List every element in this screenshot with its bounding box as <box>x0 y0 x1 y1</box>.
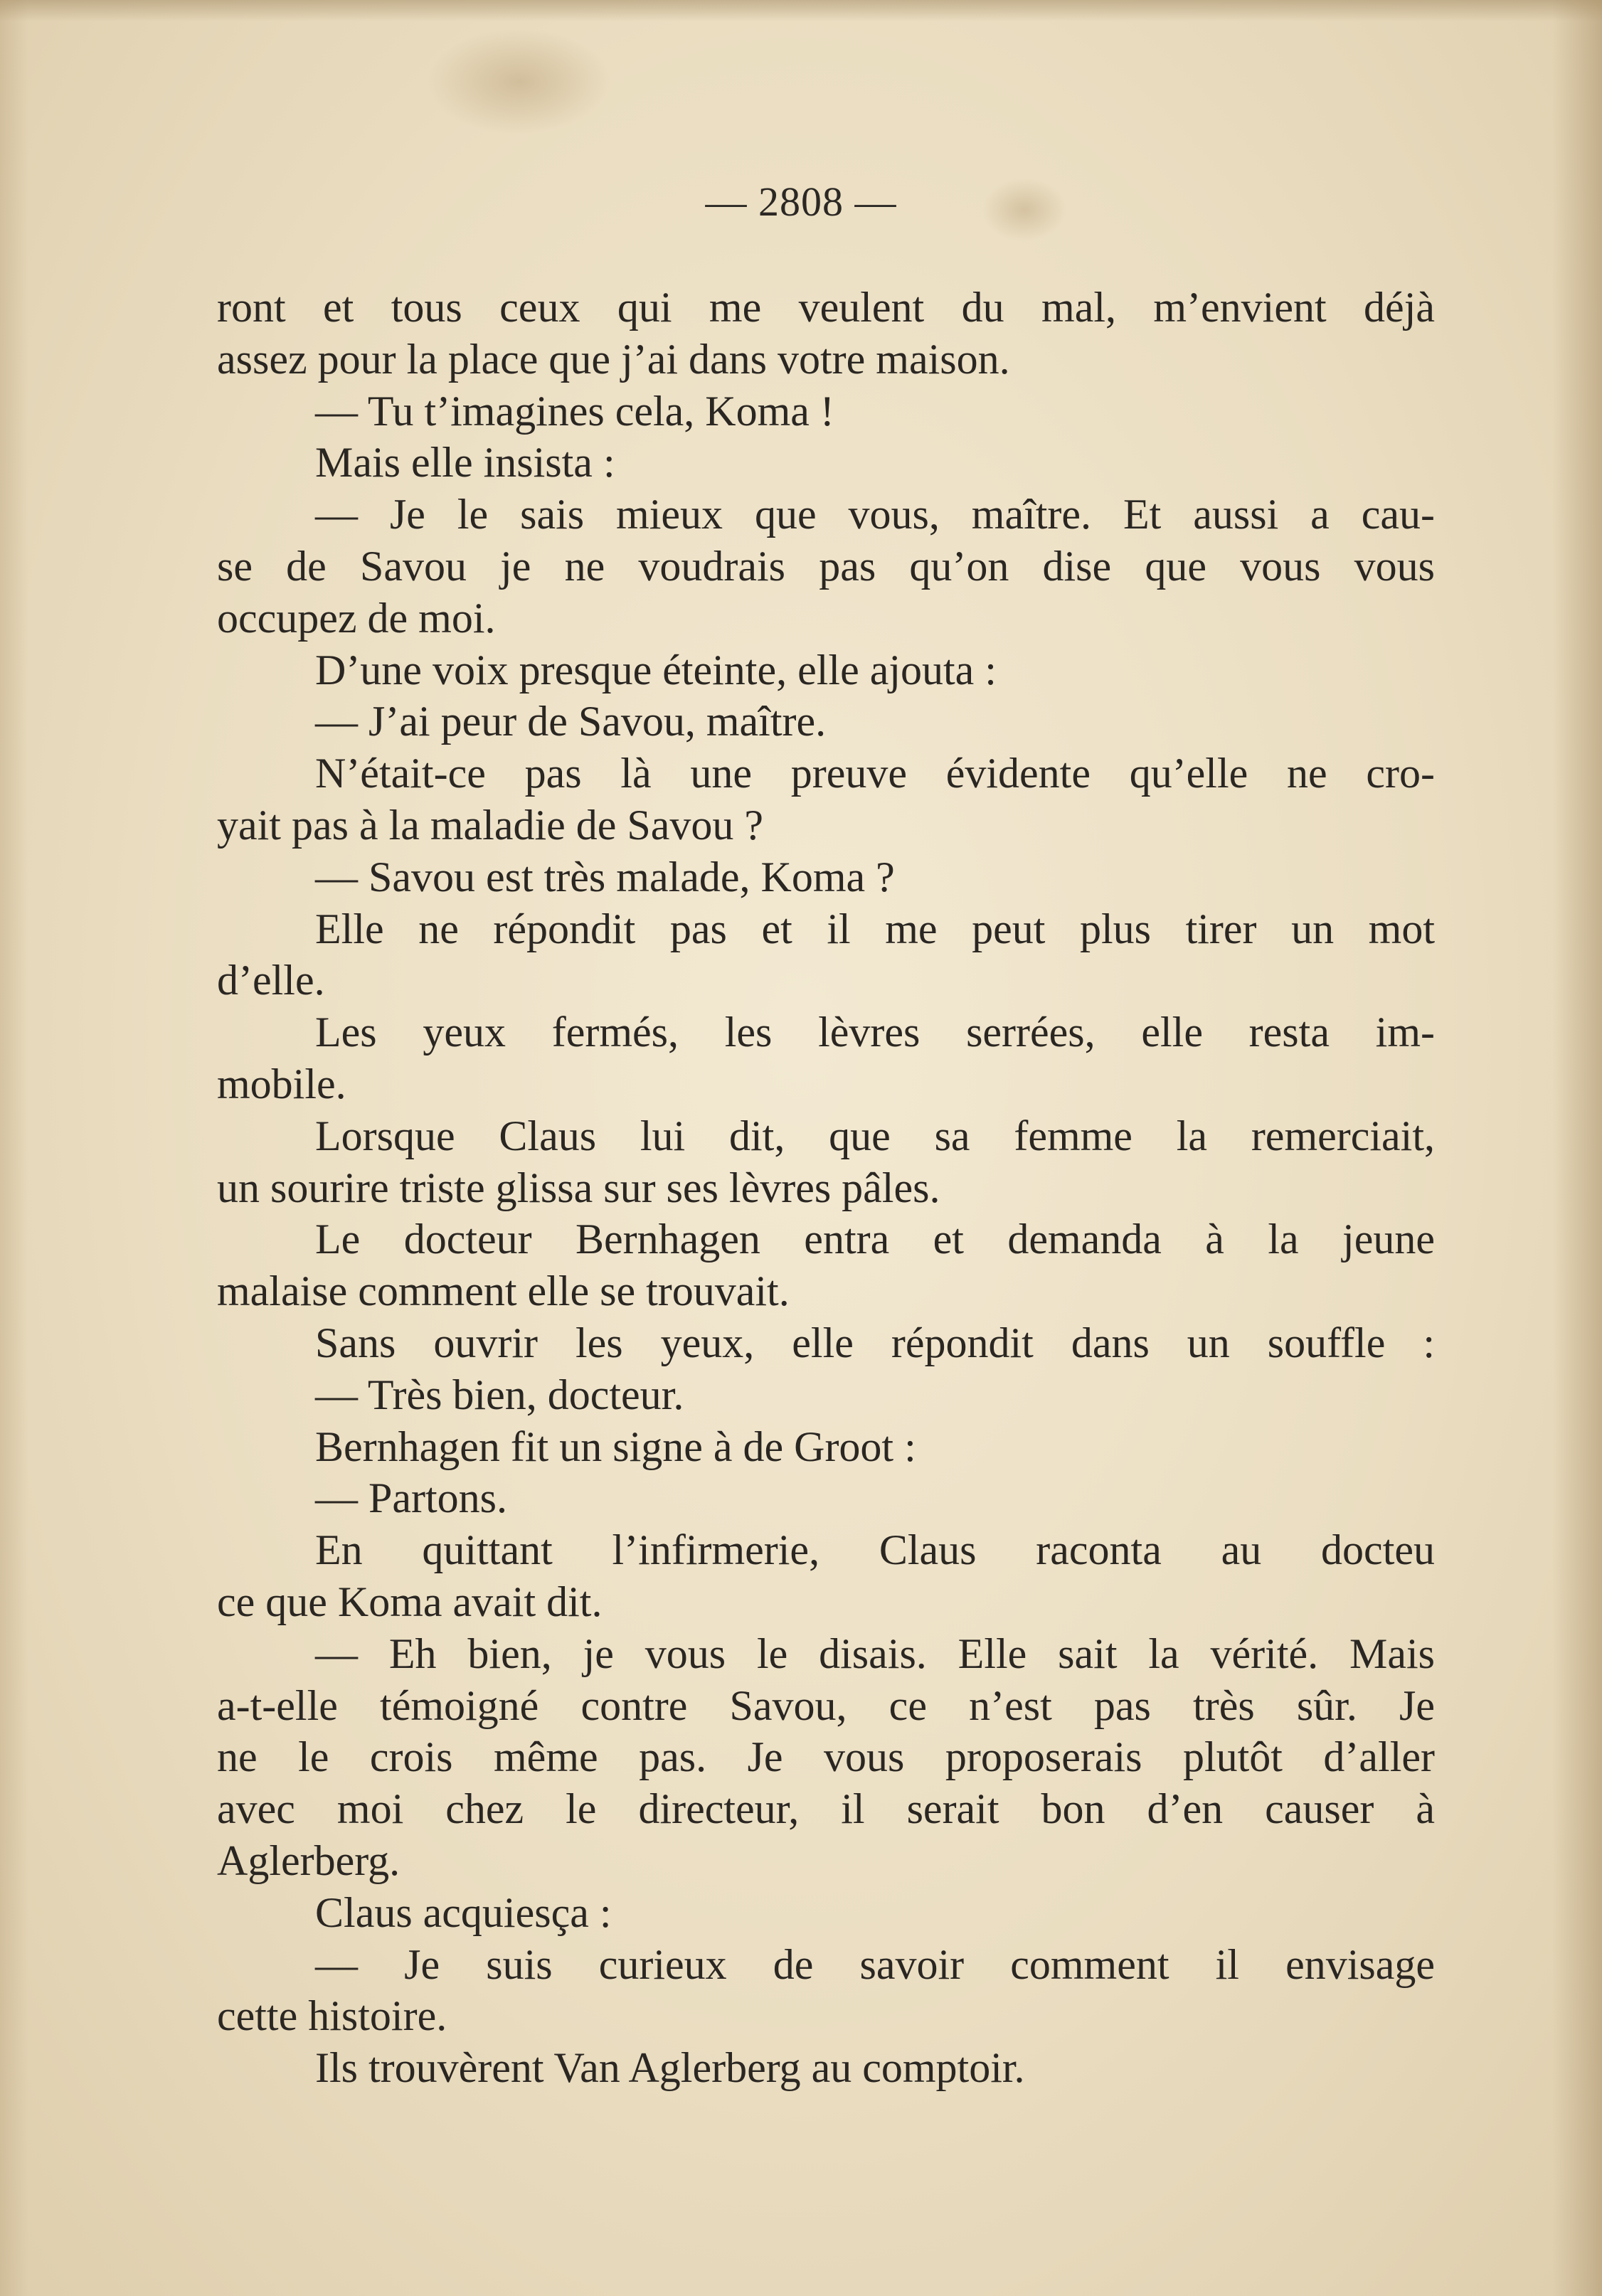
text-line: ront et tous ceux qui me veulent du mal, m’envient déjà <box>217 284 1435 331</box>
text-line: Elle ne répondit pas et il me peut plus tirer un mot <box>315 905 1435 952</box>
text-line: un sourire triste glissa sur ses lèvres pâles. <box>217 1164 940 1211</box>
text-line: Bernhagen fit un signe à de Groot : <box>315 1423 916 1470</box>
text-line: Mais elle insista : <box>315 439 615 487</box>
text-line: — Très bien, docteur. <box>315 1371 684 1418</box>
text-line: — J’ai peur de Savou, maître. <box>315 698 827 745</box>
text-line: malaise comment elle se trouvait. <box>217 1267 790 1315</box>
page-edge-right-shadow <box>1552 0 1602 2296</box>
text-line: Les yeux fermés, les lèvres serrées, elle resta im- <box>315 1009 1435 1056</box>
text-line: ne le crois même pas. Je vous proposerais plutôt d’aller <box>217 1733 1435 1781</box>
text-line: Ils trouvèrent Van Aglerberg au comptoir. <box>315 2044 1025 2092</box>
paper-stain-top <box>427 28 612 135</box>
text-line: — Je suis curieux de savoir comment il envisage <box>315 1940 1435 1988</box>
text-line: — Savou est très malade, Koma ? <box>315 853 895 900</box>
text-line: — Eh bien, je vous le disais. Elle sait la vérité. Mais <box>315 1630 1435 1677</box>
text-line: — Partons. <box>315 1474 507 1522</box>
page-edge-left-shadow <box>0 0 28 2296</box>
text-line: mobile. <box>217 1060 346 1107</box>
text-line: Le docteur Bernhagen entra et demanda à la jeune <box>315 1216 1435 1263</box>
text-line: cette histoire. <box>217 1992 447 2040</box>
body-text <box>217 282 1435 2094</box>
text-line: assez pour la place que j’ai dans votre maison. <box>217 335 1010 383</box>
text-line: d’elle. <box>217 957 325 1004</box>
text-line: Claus acquiesça : <box>315 1888 612 1936</box>
text-line: occupez de moi. <box>217 594 496 642</box>
text-line: Sans ouvrir les yeux, elle répondit dans un souffle : <box>315 1319 1435 1366</box>
text-line: yait pas à la maladie de Savou ? <box>217 801 764 849</box>
text-line: N’était-ce pas là une preuve évidente qu’elle ne cro- <box>315 750 1435 797</box>
text-line: Lorsque Claus lui dit, que sa femme la remerciait, <box>315 1112 1435 1159</box>
text-line: Aglerberg. <box>217 1837 400 1884</box>
text-line: a-t-elle témoigné contre Savou, ce n’est pas très sûr. Je <box>217 1681 1435 1729</box>
text-line: En quittant l’infirmerie, Claus raconta au docteu <box>315 1526 1435 1574</box>
page-number: — 2808 — <box>705 179 897 225</box>
page-edge-top-shadow <box>0 0 1602 21</box>
text-line: — Je le sais mieux que vous, maître. Et aussi a cau- <box>315 491 1435 538</box>
text-line: se de Savou je ne voudrais pas qu’on dise que vous vous <box>217 542 1435 590</box>
text-line: — Tu t’imagines cela, Koma ! <box>315 387 834 435</box>
text-line: avec moi chez le directeur, il serait bon d’en causer à <box>217 1785 1435 1833</box>
text-line: ce que Koma avait dit. <box>217 1578 603 1625</box>
text-line: D’une voix presque éteinte, elle ajouta : <box>315 646 997 693</box>
